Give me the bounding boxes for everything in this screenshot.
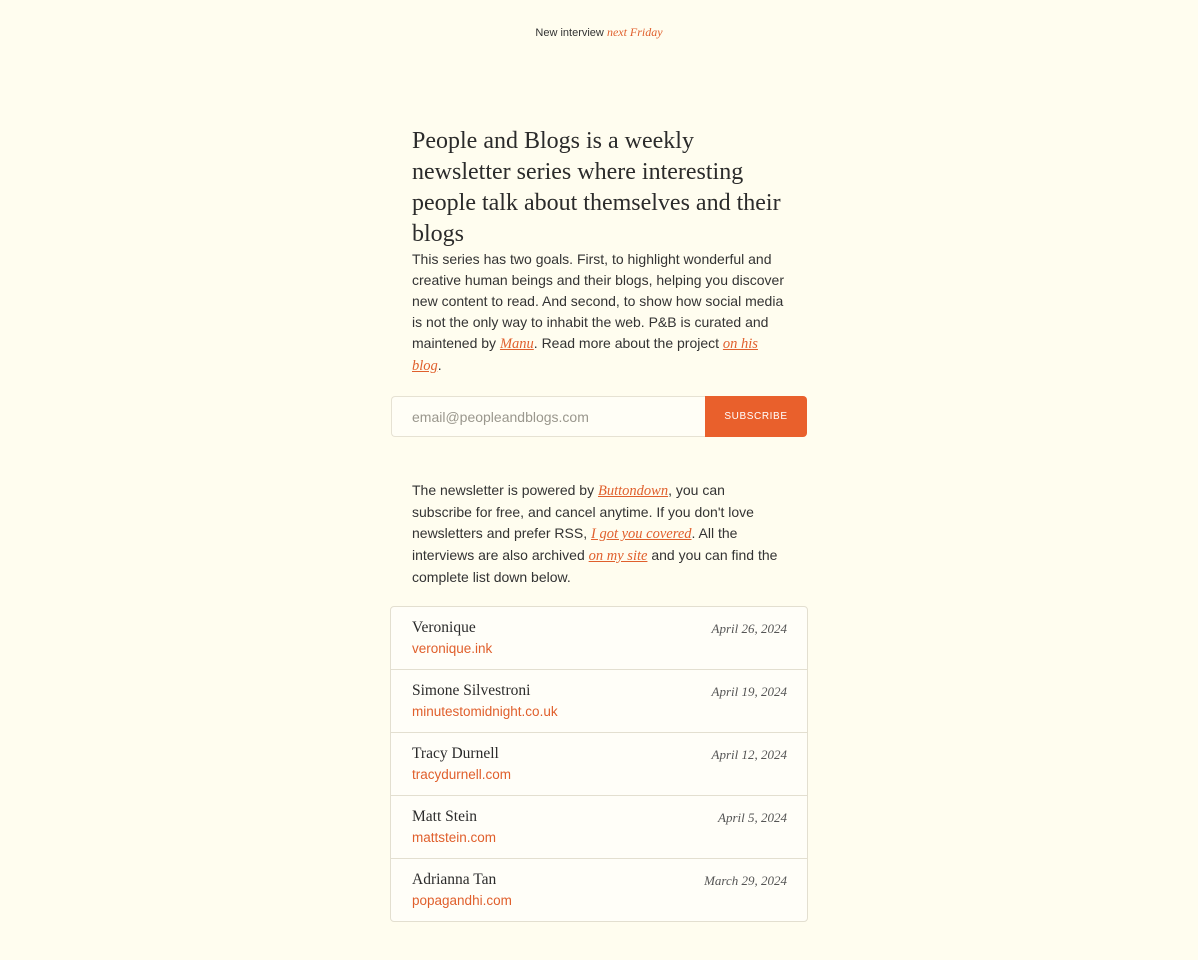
- interviewee-site-link[interactable]: veronique.ink: [412, 641, 493, 656]
- interviewee-name[interactable]: Veronique: [412, 619, 476, 636]
- announcement-bar: [0, 25, 1198, 40]
- announcement-highlight: next Friday: [606, 25, 663, 39]
- on-his-blog-link[interactable]: on his blog: [412, 336, 758, 374]
- email-input[interactable]: [391, 396, 705, 437]
- interviewee-name[interactable]: Adrianna Tan: [412, 871, 497, 888]
- powered-by-paragraph: [412, 480, 786, 588]
- interview-date: April 26, 2024: [711, 621, 787, 636]
- interviewee-site-link[interactable]: popagandhi.com: [412, 893, 512, 908]
- interviewee-site-link[interactable]: minutestomidnight.co.uk: [412, 704, 558, 719]
- interview-date: April 5, 2024: [718, 810, 787, 825]
- subscribe-form: [391, 396, 807, 437]
- page-headline: People and Blogs is a weekly newsletter series where interesting people talk about themselves and their blogs: [412, 128, 781, 247]
- interviewee-name[interactable]: Matt Stein: [412, 808, 478, 825]
- archive-site-link[interactable]: on my site: [588, 548, 648, 564]
- powered-text-4: and you can find the complete list down below.: [412, 547, 778, 585]
- manu-link[interactable]: Manu: [499, 336, 534, 352]
- powered-text-2: , you can subscribe for free, and cancel anytime. If you don't love newsletters and prefer RSS,: [412, 482, 754, 541]
- interviewee-name[interactable]: Tracy Durnell: [412, 745, 499, 762]
- interviewee-site-link[interactable]: tracydurnell.com: [412, 767, 512, 782]
- rss-link[interactable]: I got you covered: [590, 526, 692, 542]
- subscribe-button[interactable]: SUBSCRIBE: [705, 396, 807, 437]
- intro-text-3: .: [437, 357, 442, 373]
- interview-row[interactable]: [391, 670, 807, 733]
- buttondown-link[interactable]: Buttondown: [597, 483, 669, 499]
- interview-row[interactable]: [391, 607, 807, 670]
- powered-text-3: . All the interviews are also archived: [412, 525, 738, 563]
- interview-date: March 29, 2024: [704, 873, 787, 888]
- intro-text-1: This series has two goals. First, to highlight wonderful and creative human beings and their blogs, helping you discover new content to read. And second, to show how social media is not the only way to inhabit the web. P&B is curated and maintened by: [412, 251, 785, 351]
- interview-row[interactable]: [391, 796, 807, 859]
- interviewee-name[interactable]: Simone Silvestroni: [412, 682, 531, 699]
- interviewee-site-link[interactable]: mattstein.com: [412, 830, 497, 845]
- announcement-prefix: New interview: [535, 27, 604, 39]
- interview-list: [390, 606, 808, 922]
- intro-paragraph: [412, 249, 786, 377]
- interview-date: April 19, 2024: [711, 684, 787, 699]
- powered-text-1: The newsletter is powered by: [412, 482, 598, 498]
- interview-row[interactable]: [391, 859, 807, 921]
- interview-date: April 12, 2024: [711, 747, 787, 762]
- intro-text-2: . Read more about the project: [533, 335, 723, 351]
- interview-row[interactable]: [391, 733, 807, 796]
